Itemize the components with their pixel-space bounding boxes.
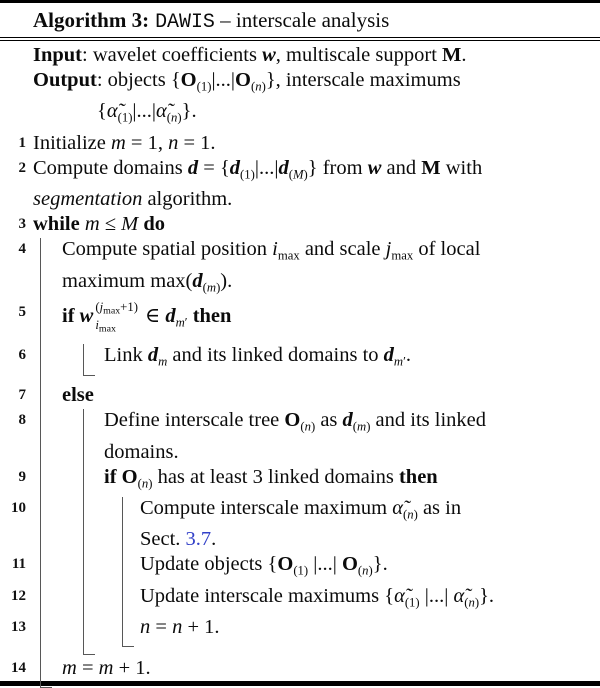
- line-number: 6: [18, 346, 26, 363]
- text-rm: = 1.: [178, 131, 216, 154]
- text-sub: [353, 420, 371, 434]
- text-kw: else: [62, 384, 94, 407]
- text-it: n: [304, 419, 311, 434]
- text-sub: [394, 354, 406, 368]
- algo-row-L7: [0, 383, 600, 408]
- line-content: [33, 44, 467, 66]
- text-rm: : objects {: [96, 69, 181, 91]
- text-rm: (: [288, 167, 293, 182]
- text-kw: if: [104, 465, 122, 488]
- text-sub: [197, 79, 212, 93]
- text-bf: O: [121, 465, 138, 488]
- text-sub: [278, 249, 300, 263]
- text-rm: + 1.: [182, 616, 220, 639]
- text-sub: [403, 507, 418, 521]
- text-sub: [251, 79, 266, 93]
- line-content: [140, 616, 220, 638]
- algo-row-L5: [0, 300, 600, 342]
- line-number: 1: [18, 134, 26, 151]
- text-bf: O: [341, 553, 358, 576]
- text-rm: algorithm.: [142, 188, 233, 211]
- text-rm: = {: [198, 156, 230, 179]
- algo-row-io-output-1: [0, 68, 600, 99]
- text-rm: (1): [293, 563, 309, 578]
- line-content: [140, 528, 216, 550]
- algo-row-io-output-2: [0, 99, 600, 130]
- text-bi: w: [367, 156, 382, 179]
- line-number: 10: [11, 499, 26, 516]
- line-content: [33, 213, 165, 235]
- text-sub: [167, 111, 182, 125]
- text-bf: M: [442, 44, 462, 66]
- text-it: m: [62, 657, 77, 680]
- line-content: [62, 238, 481, 263]
- text-bf: O: [284, 409, 301, 432]
- text-rm: Link: [104, 343, 148, 366]
- line-content: [104, 466, 438, 488]
- text-rm: (: [250, 79, 256, 94]
- algorithm-label: Algorithm 3:: [33, 8, 150, 32]
- line-number: 5: [18, 304, 26, 321]
- line-number: 12: [11, 587, 26, 604]
- text-rm: .: [405, 343, 411, 366]
- text-rm: (: [352, 419, 357, 434]
- text-bi: d: [192, 269, 203, 292]
- text-it: m: [206, 280, 217, 295]
- text-it: n: [362, 563, 369, 578]
- algorithm-subtitle: – interscale analysis: [214, 8, 390, 32]
- text-it: n: [468, 595, 475, 610]
- text-rm: : wavelet coefficients: [82, 44, 263, 66]
- algo-row-L4a: [0, 237, 600, 268]
- text-rm: ): [474, 595, 480, 610]
- text-rm: , multiscale support: [275, 44, 443, 66]
- algo-row-L8b: [0, 440, 600, 465]
- line-number: 11: [11, 556, 26, 573]
- text-it: n: [140, 616, 151, 639]
- text-sub: [289, 167, 308, 181]
- text-rm: =: [150, 616, 173, 639]
- text-it: m: [175, 315, 185, 330]
- text-it: m: [393, 354, 404, 369]
- line-content: [62, 269, 233, 295]
- text-it: α̃: [392, 496, 403, 519]
- text-it: i: [95, 317, 99, 332]
- text-sub: [358, 564, 373, 578]
- text-it: m: [84, 213, 100, 236]
- text-rm: (: [95, 300, 100, 315]
- text-bf: O: [235, 69, 251, 91]
- text-rm: as in: [417, 496, 462, 519]
- text-rm: ): [303, 167, 308, 182]
- text-rm: has at least 3 linked domains: [152, 465, 399, 488]
- text-sub: [203, 280, 221, 294]
- algo-row-L2a: [0, 156, 600, 187]
- text-rm: ): [413, 507, 418, 522]
- text-sub: [158, 354, 167, 368]
- algo-row-L3: [0, 212, 600, 237]
- text-it: n: [168, 131, 179, 154]
- algo-row-L4b: [0, 269, 600, 300]
- text-bf: M: [421, 156, 441, 179]
- line-content: [140, 584, 495, 610]
- line-content: [62, 384, 94, 406]
- text-rm: ): [310, 419, 316, 434]
- text-rm: |...|: [419, 584, 454, 607]
- text-rm: Initialize: [33, 131, 111, 154]
- line-content: [33, 188, 232, 210]
- text-rm: |...|: [132, 100, 157, 123]
- text-kw: then: [398, 465, 438, 488]
- text-rm: ′: [403, 354, 406, 369]
- bottom-rule: [0, 681, 600, 686]
- text-ssub: max: [98, 323, 116, 334]
- text-kw: do: [138, 213, 166, 236]
- text-rm: }.: [181, 100, 197, 123]
- text-rm: (1): [196, 79, 212, 94]
- algorithm-name: DAWIS: [155, 10, 215, 33]
- text-it: α̃: [106, 100, 118, 123]
- line-number: 4: [18, 241, 26, 258]
- text-ssub: max: [103, 305, 121, 317]
- algo-row-L8a: [0, 408, 600, 439]
- text-rm: ): [216, 280, 221, 295]
- text-bi: d: [187, 156, 199, 179]
- text-it: m: [158, 354, 168, 369]
- text-rm: ): [148, 475, 153, 490]
- line-number: 13: [11, 619, 26, 636]
- text-bf: Output: [33, 69, 97, 91]
- text-it: M: [121, 213, 139, 236]
- text-rm: (: [402, 507, 408, 522]
- text-it: n: [141, 475, 149, 490]
- text-it: j: [99, 300, 104, 315]
- text-rm: max: [277, 248, 300, 263]
- text-rm: = 1,: [125, 131, 169, 154]
- text-rm: Compute domains: [33, 156, 188, 179]
- text-sub: [118, 111, 133, 125]
- text-rm: ≤: [99, 213, 122, 236]
- text-rm: }.: [372, 553, 388, 576]
- text-rm: ): [261, 79, 266, 94]
- algo-row-L2b: [0, 187, 600, 212]
- line-content: [62, 300, 232, 334]
- text-rm: (: [300, 419, 305, 434]
- line-number: 3: [18, 216, 26, 233]
- text-rm: (1): [117, 110, 133, 125]
- text-rm: |...|: [211, 69, 236, 91]
- text-rm: {: [97, 100, 107, 123]
- text-rm: domains.: [104, 440, 179, 463]
- text-bi: w: [79, 305, 94, 328]
- line-number: 8: [18, 412, 26, 429]
- text-bf: Input: [33, 44, 83, 66]
- line-content: [104, 409, 487, 434]
- text-bi: w: [262, 44, 276, 66]
- superscript-row: [95, 300, 138, 317]
- algo-row-L13: [0, 615, 600, 640]
- text-rm: } from: [307, 156, 368, 179]
- text-rm: ): [177, 110, 182, 125]
- line-content: [33, 69, 461, 94]
- text-bi: d: [278, 156, 289, 179]
- text-bi: d: [342, 409, 353, 432]
- text-rm: ): [368, 563, 373, 578]
- text-rm: |...|: [308, 553, 342, 576]
- text-bi: d: [383, 343, 394, 366]
- text-rm: + 1.: [113, 657, 151, 680]
- text-it: n: [172, 616, 183, 639]
- text-sub: [293, 564, 308, 578]
- text-it: n: [171, 110, 178, 125]
- line-content: [104, 441, 179, 463]
- text-rm: .: [461, 44, 467, 66]
- text-sub: [405, 595, 420, 609]
- text-it: m: [98, 657, 114, 680]
- algo-row-L9: [0, 465, 600, 496]
- text-rm: |...|: [254, 156, 279, 179]
- text-rm: ′: [184, 315, 188, 330]
- text-rm: Sect.: [140, 528, 186, 551]
- line-content: [62, 657, 151, 679]
- text-kw: then: [187, 305, 232, 328]
- text-rm: Update interscale maximums {: [140, 584, 395, 607]
- text-bf: O: [180, 69, 197, 91]
- text-rm: ).: [220, 269, 233, 292]
- text-rm: (: [464, 595, 469, 610]
- text-sub: [464, 595, 479, 609]
- algo-row-L12: [0, 584, 600, 615]
- text-rm: Update objects {: [140, 553, 278, 576]
- text-rm: }.: [479, 584, 495, 607]
- text-it: segmentation: [33, 188, 143, 211]
- line-content: [104, 343, 411, 369]
- text-rm: (1): [404, 595, 420, 610]
- text-it: α̃: [453, 584, 465, 607]
- line-content: [97, 100, 197, 125]
- text-rm: .: [211, 528, 217, 551]
- line-number: 7: [18, 387, 26, 404]
- text-sub: [240, 167, 255, 181]
- text-rm: +1): [120, 300, 138, 315]
- text-rm: (1): [240, 167, 255, 182]
- text-bi: d: [165, 305, 176, 328]
- line-content: [33, 132, 216, 154]
- algo-row-L11: [0, 552, 600, 583]
- text-rm: and its linked domains to: [167, 343, 384, 366]
- line-content: [33, 156, 483, 182]
- text-rm: =: [76, 657, 99, 680]
- line-number: 2: [18, 159, 26, 176]
- text-stack: [95, 300, 138, 335]
- algo-row-io-input: [0, 43, 600, 68]
- text-rm: Compute spatial position: [62, 238, 273, 261]
- text-rm: Define interscale tree: [104, 409, 285, 432]
- algo-row-L6: [0, 343, 600, 374]
- algo-row-L1: [0, 131, 600, 156]
- subscript-row: [95, 318, 116, 335]
- text-sub: [176, 316, 188, 330]
- section-ref-link[interactable]: 3.7: [185, 528, 212, 551]
- text-it: i: [272, 238, 278, 261]
- text-it: n: [407, 507, 414, 522]
- text-rm: of local: [413, 238, 481, 261]
- algo-row-L14: [0, 656, 600, 681]
- text-rm: maximum max(: [62, 269, 193, 292]
- text-rm: with: [440, 156, 483, 179]
- text-it: M: [292, 167, 304, 182]
- line-number: 14: [11, 660, 26, 677]
- algo-row-L10b: [0, 527, 600, 552]
- text-it: m: [110, 131, 126, 154]
- text-it: α̃: [394, 584, 405, 607]
- text-rm: (: [202, 280, 207, 295]
- text-rm: ∈: [139, 305, 166, 328]
- line-content: [140, 496, 462, 522]
- text-sub: [300, 420, 315, 434]
- text-rm: (: [357, 563, 363, 578]
- text-bi: d: [229, 156, 241, 179]
- text-bi: d: [147, 343, 159, 366]
- text-bf: O: [277, 553, 294, 576]
- text-kw: if: [62, 305, 80, 328]
- text-rm: and scale: [299, 238, 386, 261]
- text-rm: Compute interscale maximum: [140, 496, 393, 519]
- line-number: 9: [18, 468, 26, 485]
- text-rm: and its linked: [370, 409, 487, 432]
- text-kw: while: [33, 213, 85, 236]
- text-rm: (: [166, 110, 172, 125]
- algo-row-L10a: [0, 496, 600, 527]
- text-it: m: [357, 419, 367, 434]
- text-it: j: [385, 238, 392, 261]
- text-rm: and: [381, 156, 422, 179]
- text-sub: [391, 249, 413, 263]
- text-rm: max: [391, 248, 414, 263]
- line-content: [140, 553, 388, 578]
- text-it: n: [255, 79, 262, 94]
- text-sub: [138, 476, 153, 490]
- algorithm-body: [0, 41, 600, 681]
- text-rm: (: [137, 475, 142, 490]
- text-it: α̃: [156, 100, 167, 123]
- algorithm-header: [0, 3, 600, 37]
- text-rm: ): [366, 419, 371, 434]
- text-rm: }, interscale maximums: [265, 69, 461, 91]
- text-rm: as: [315, 409, 343, 432]
